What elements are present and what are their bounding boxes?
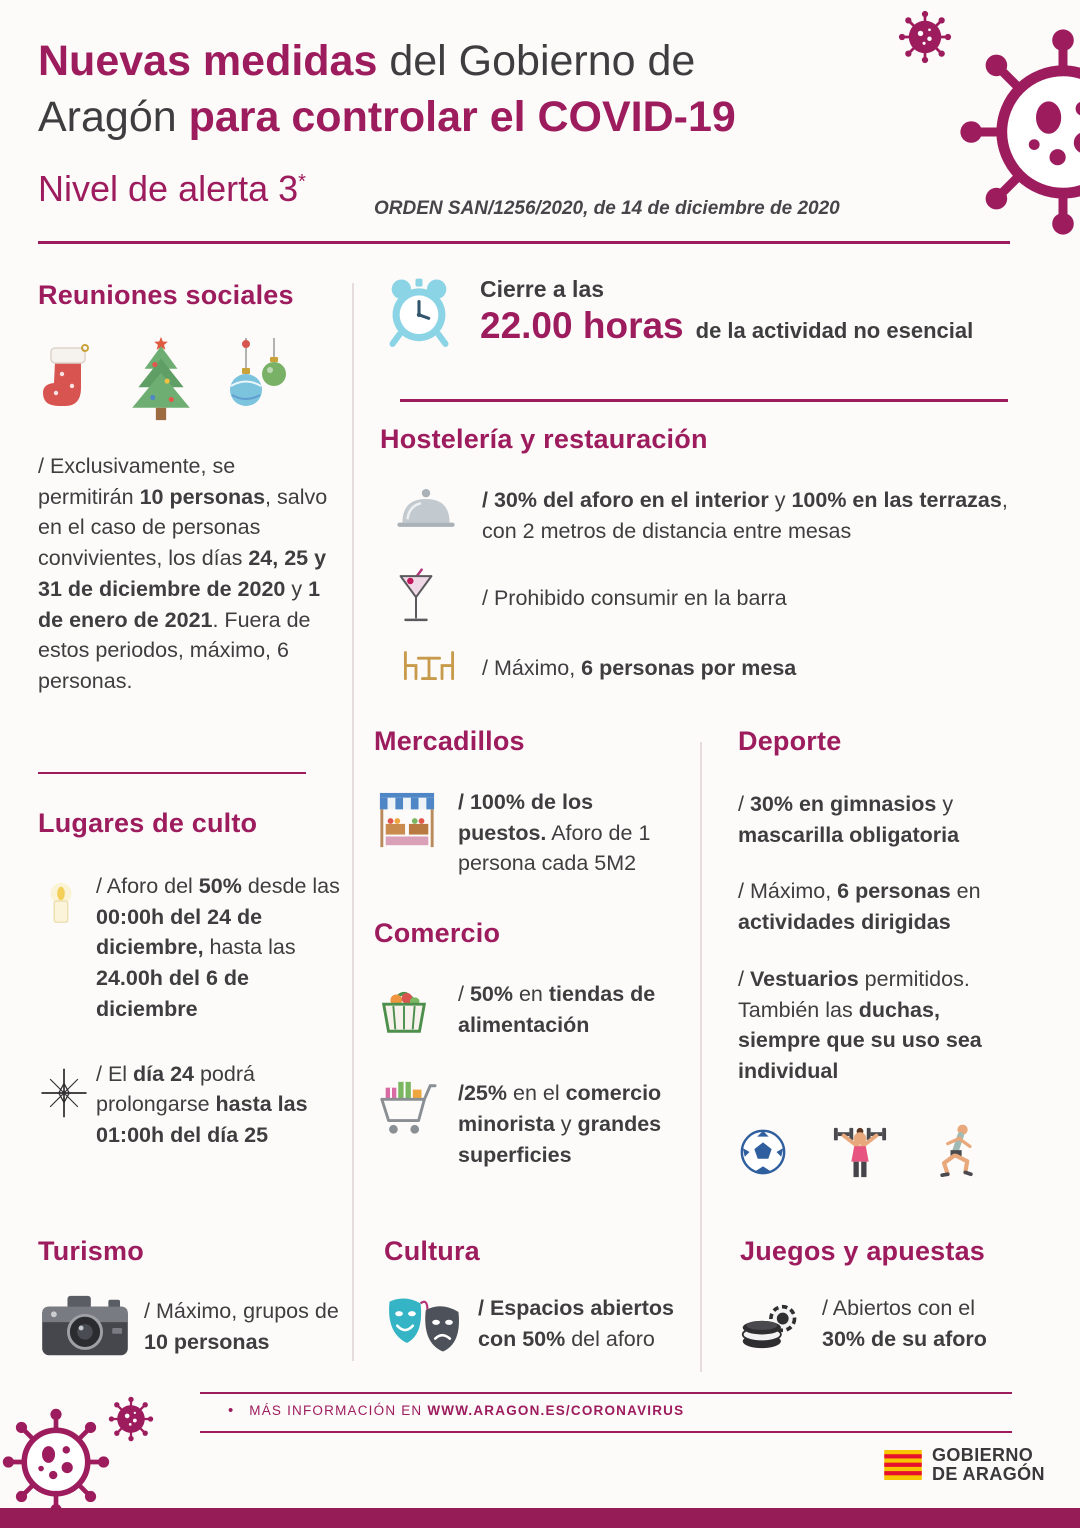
comercio-item-minorista [374, 1078, 688, 1170]
section-deporte [738, 726, 1014, 1183]
runner-icon [932, 1121, 982, 1183]
hosteleria-item-mesa [380, 646, 1012, 690]
text-segment: podrá prolongarse [96, 1061, 255, 1117]
footer-info [228, 1402, 684, 1419]
text-segment: 24.00h del 6 de diciembre [96, 966, 249, 1021]
text-segment: 00:00h del 24 de diciembre, [96, 904, 263, 960]
christmas-icons-row [38, 333, 334, 425]
vertical-divider-right [700, 742, 702, 1372]
soccer-ball-icon [738, 1127, 788, 1177]
star-icon [38, 1067, 90, 1119]
alert-level-text: Nivel de alerta 3 [38, 168, 299, 209]
text-segment: para controlar el COVID-19 [188, 92, 736, 141]
section-juegos-apuestas [740, 1236, 1016, 1354]
christmas-stocking-icon [38, 339, 98, 425]
item-text [458, 787, 676, 879]
aragon-flag-icon [884, 1450, 922, 1480]
section-comercio [374, 918, 688, 1171]
page-title [38, 34, 898, 146]
text-segment: 24, 25 y 31 de diciembre de 2020 [38, 546, 327, 601]
alert-level [38, 168, 306, 210]
market-stall-icon [374, 791, 440, 851]
text-segment: y [554, 1112, 578, 1137]
text-segment: , con 2 metros de distancia entre mesas [482, 488, 1008, 543]
text-segment: 1 de enero de 2021 [38, 576, 321, 632]
icon-column [38, 871, 96, 1025]
candle-icon [38, 881, 84, 927]
text-segment: del aforo [565, 1327, 655, 1351]
text-segment: 50% [198, 874, 242, 898]
icon-column [374, 979, 458, 1040]
hosteleria-item-barra [380, 568, 1012, 628]
shopping-cart-icon [374, 1078, 438, 1138]
theater-masks-icon [384, 1293, 464, 1355]
text-segment: / Máximo, [482, 656, 582, 681]
text-segment: . Fuera de estos periodos, máximo, 6 personas. [38, 607, 311, 694]
section-title: Hostelería y restauración [380, 424, 708, 454]
deporte-item-actividades [738, 876, 1014, 937]
camera-icon [38, 1291, 132, 1363]
icon-column [380, 646, 482, 690]
title-line-2 [38, 90, 898, 146]
icon-column [38, 1059, 96, 1151]
text-segment: duchas, siempre que su uso sea individual [738, 997, 982, 1084]
text-segment: / 100% de los puestos. [458, 790, 594, 845]
section-cultura [384, 1236, 688, 1355]
section-hosteleria [380, 424, 1012, 690]
table-chairs-icon [394, 646, 464, 690]
section-title: Comercio [374, 918, 501, 948]
logo-line-2: DE ARAGÓN [932, 1463, 1045, 1484]
icon-column [374, 1078, 458, 1170]
section-reuniones-sociales [38, 280, 334, 697]
text-segment: 100% en las terrazas [791, 488, 1002, 512]
alert-asterisk: * [298, 171, 306, 193]
footer-rule-bottom [200, 1431, 1012, 1433]
item-text [458, 979, 688, 1040]
sports-icons-row [738, 1121, 1014, 1183]
icon-column [38, 1291, 144, 1363]
virus-icon [898, 10, 952, 64]
culto-item-nochebuena [38, 1059, 340, 1151]
cierre-time: 22.00 horas [480, 305, 684, 346]
footer-info-text [249, 1403, 684, 1418]
text-segment: Nuevas medidas [38, 37, 378, 85]
cloche-icon [394, 485, 458, 535]
turismo-item [38, 1291, 352, 1363]
icon-column [740, 1295, 822, 1353]
section-title: Juegos y apuestas [740, 1236, 986, 1266]
cocktail-icon [394, 568, 438, 628]
text-segment: y [285, 576, 309, 601]
section-title: Reuniones sociales [38, 280, 294, 310]
logo-text [932, 1446, 1045, 1484]
item-text [96, 1059, 340, 1151]
section-title: Mercadillos [374, 726, 525, 756]
text-segment: MÁS INFORMACIÓN EN [249, 1403, 428, 1418]
cierre-text [480, 276, 973, 350]
text-segment: hasta las [203, 935, 296, 960]
section-cierre [382, 276, 1010, 350]
text-segment: Vestuarios [749, 966, 859, 991]
text-segment: 6 personas por mesa [581, 656, 797, 681]
text-segment: en [513, 982, 549, 1006]
text-segment: 30% de su aforo [822, 1326, 987, 1351]
text-segment: 10 personas [144, 1330, 270, 1354]
text-segment: día 24 [133, 1061, 194, 1086]
footer-rule-top [200, 1392, 1012, 1394]
item-text [458, 1078, 688, 1170]
text-segment: / 30% del aforo en el interior [482, 488, 769, 512]
text-segment: desde las [241, 874, 340, 898]
cierre-intro: Cierre a las [480, 276, 605, 302]
text-segment: , salvo en el caso de personas convivientes, los días [38, 484, 328, 571]
text-segment: hasta las 01:00h del día 25 [96, 1092, 308, 1148]
gobierno-aragon-logo [884, 1446, 1045, 1484]
deporte-item-vestuarios [738, 964, 1014, 1087]
text-segment: / [738, 792, 750, 816]
bottom-bar [0, 1508, 1080, 1528]
christmas-tree-icon [124, 333, 198, 425]
text-segment: grandes superficies [458, 1112, 662, 1167]
comercio-item-alimentacion [374, 979, 688, 1040]
section-title: Deporte [738, 726, 842, 756]
item-text [96, 871, 340, 1025]
icon-column [380, 485, 482, 535]
text-segment: / Aforo del [96, 874, 199, 898]
virus-icon [108, 1396, 154, 1442]
text-segment: mascarilla obligatoria [738, 822, 960, 847]
deporte-item-gimnasios [738, 789, 1014, 850]
section-title: Turismo [38, 1236, 144, 1266]
section-lugares-de-culto [38, 808, 340, 1151]
text-segment: / [738, 966, 750, 991]
cierre-line [480, 305, 973, 347]
alarm-clock-icon [382, 276, 456, 350]
text-segment: Aforo de 1 persona cada 5M2 [458, 820, 651, 876]
virus-icon [955, 24, 1080, 240]
item-text [822, 1293, 1016, 1354]
text-segment: 10 personas [139, 484, 266, 509]
text-segment: /25% [458, 1081, 508, 1106]
text-segment: en [950, 879, 981, 904]
text-segment: comercio minorista [458, 1081, 662, 1137]
section-turismo [38, 1236, 352, 1363]
logo-line-1: GOBIERNO [932, 1445, 1034, 1465]
text-segment: / Exclusivamente, se permitirán [38, 454, 236, 509]
text-segment: del Gobierno de [377, 37, 696, 85]
mercadillos-item [374, 787, 676, 879]
text-segment: actividades dirigidas [738, 910, 951, 935]
text-segment: y [768, 488, 792, 512]
item-text [482, 653, 1012, 684]
section-title: Cultura [384, 1236, 480, 1266]
grocery-basket-icon [374, 979, 434, 1039]
text-segment: en el [507, 1081, 566, 1106]
text-segment: y [936, 792, 954, 816]
text-segment: tiendas de alimentación [458, 982, 656, 1037]
text-segment: 30% en gimnasios [749, 792, 937, 816]
title-line-1 [38, 34, 898, 90]
item-text [482, 583, 1012, 614]
bullet-icon: • [228, 1402, 234, 1419]
culto-item-aforo [38, 871, 340, 1025]
header-rule [38, 241, 1010, 244]
text-segment: / Espacios abiertos con 50% [478, 1296, 674, 1351]
text-segment: / Máximo, grupos de [144, 1299, 339, 1324]
text-segment: 50% [469, 982, 513, 1006]
hosteleria-item-aforo [380, 485, 1012, 546]
cultura-item [384, 1293, 688, 1355]
icon-column [384, 1293, 478, 1355]
text-segment: permitidos. También las [738, 966, 970, 1022]
vertical-divider-left [352, 283, 354, 1361]
text-segment: / El [96, 1061, 134, 1086]
section-mercadillos [374, 726, 676, 879]
ornaments-icon [224, 337, 294, 425]
virus-icon [0, 1406, 112, 1518]
item-text [482, 485, 1012, 546]
item-text [144, 1296, 352, 1357]
cierre-rest: de la actividad no esencial [695, 318, 974, 343]
juegos-item [740, 1293, 1016, 1354]
text-segment: Aragón [38, 92, 189, 141]
text-segment: / Abiertos con el [822, 1296, 975, 1320]
weightlifter-icon [832, 1121, 888, 1183]
text-segment: / Máximo, [738, 879, 838, 904]
section-body [38, 451, 334, 697]
order-reference: ORDEN SAN/1256/2020, de 14 de diciembre de 2020 [374, 198, 840, 219]
poker-chips-icon [740, 1295, 800, 1353]
text-segment: / [458, 982, 470, 1006]
icon-column [380, 568, 482, 628]
cierre-rule [400, 399, 1008, 402]
left-column-rule [38, 772, 306, 774]
text-segment: WWW.ARAGON.ES/CORONAVIRUS [427, 1403, 685, 1418]
text-segment: / Prohibido consumir en la barra [482, 586, 787, 611]
icon-column [374, 787, 458, 879]
text-segment: 6 personas [837, 879, 951, 904]
item-text [478, 1293, 688, 1354]
section-title: Lugares de culto [38, 808, 258, 838]
